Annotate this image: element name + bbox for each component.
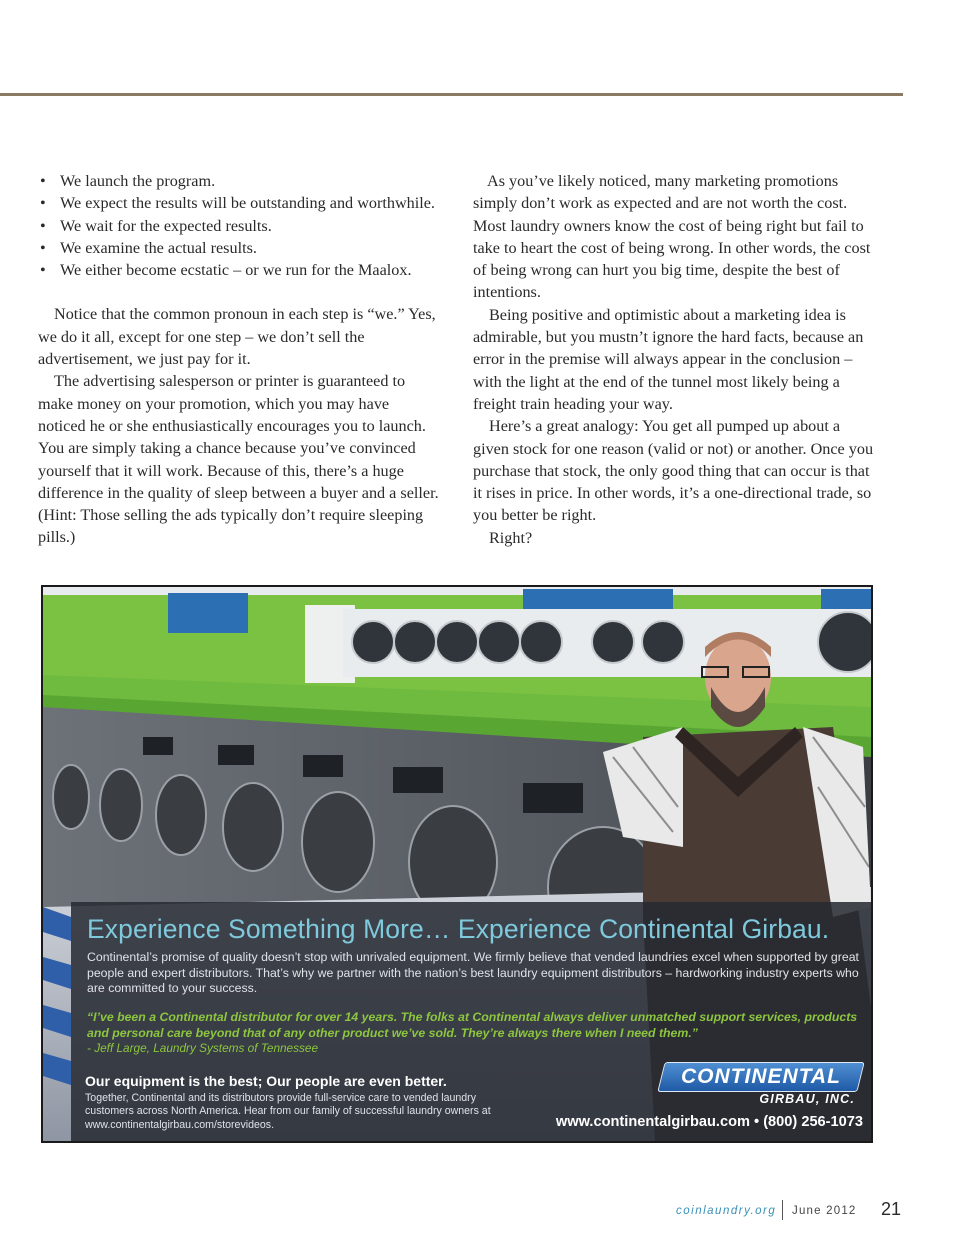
continental-girbau-ad — [41, 585, 873, 1143]
logo-wordmark — [657, 1062, 864, 1092]
paragraph: Right? — [489, 528, 533, 547]
paragraph: Being positive and optimistic about a marketing idea is admirable, but you mustn’t ignore the hard facts, because an error in the premise will always appear in the conclusion – with the light at the end of the tunnel most likely being a freight train heading your way. — [473, 305, 864, 413]
paragraph: The advertising salesperson or printer is guaranteed to make money on your promotion, which you may have noticed he or she enthusiastically encourages you to launch. You are simply taking a chance because you’ve convinced yourself that it will work. Because of this, there’s a huge difference in the quality of sleep between a buyer and a seller. (Hint: Those selling the ads typically don’t require sleeping pills.) — [38, 372, 439, 547]
bullet-item: • We examine the actual results. — [38, 237, 440, 259]
right-column — [473, 170, 875, 549]
logo-subtext: GIRBAU, INC. — [759, 1092, 855, 1106]
ad-attribution: - Jeff Large, Laundry Systems of Tennessee — [87, 1041, 319, 1055]
left-column — [38, 170, 440, 549]
ad-headline: Experience Something More… Experience Continental Girbau. — [87, 914, 830, 944]
continental-logo — [661, 1062, 861, 1108]
paragraph: As you’ve likely noticed, many marketing promotions simply don’t work as expected and are not worth the cost. Most laundry owners know the cost of being right but fail to take to heart the cost of being wrong. In other words, the cost of being wrong can hurt you big time, despite the best of intentions. — [473, 172, 871, 302]
ad-small-text: Together, Continental and its distributors provide full-service care to vended laundry customers across North America. Hear from our family of successful laundry owners at www.continentalgirbau.com/storevideos. — [85, 1092, 491, 1131]
ad-tagline: Our equipment is the best; Our people are even better. — [85, 1073, 447, 1089]
bullet-list — [38, 170, 440, 281]
paragraph: Here’s a great analogy: You get all pumped up about a given stock for one reason (valid or not) or another. Once you purchase that stock, the only good thing that can occur is that it rises in price. In other words, it’s a one-directional trade, so you better be right. — [473, 417, 874, 525]
ad-caption-panel — [71, 902, 873, 1142]
page-number: 21 — [881, 1199, 902, 1219]
ad-testimonial: “I’ve been a Continental distributor for over 14 years. The folks at Continental always deliver unmatched support services, products and personal care beyond that of any other product we’ve sold. They’re always there when I need them.” — [87, 1010, 858, 1040]
bullet-item: • We wait for the expected results. — [38, 215, 440, 237]
bullet-item: • We launch the program. — [38, 170, 440, 192]
footer-divider — [782, 1200, 783, 1220]
footer-site[interactable]: coinlaundry.org — [676, 1205, 777, 1217]
logo-main-text: CONTINENTAL — [681, 1065, 841, 1088]
ad-contact[interactable]: www.continentalgirbau.com • (800) 256-1073 — [555, 1114, 863, 1130]
bullet-item: • We expect the results will be outstanding and worthwhile. — [38, 192, 440, 214]
header-rule — [0, 93, 903, 96]
footer-date: June 2012 — [792, 1205, 857, 1217]
paragraph: Notice that the common pronoun in each step is “we.” Yes, we do it all, except for one step – we don’t sell the advertisement, we just pay for it. — [38, 305, 436, 369]
ad-body: Continental’s promise of quality doesn’t stop with unrivaled equipment. We firmly believe that vended laundries excel when supported by great people and expert distributors. That’s why we partner with the nation’s best laundry equipment distributors – hardworking industry experts who are committed to your success. — [87, 950, 859, 995]
bullet-item: • We either become ecstatic – or we run for the Maalox. — [38, 259, 440, 281]
